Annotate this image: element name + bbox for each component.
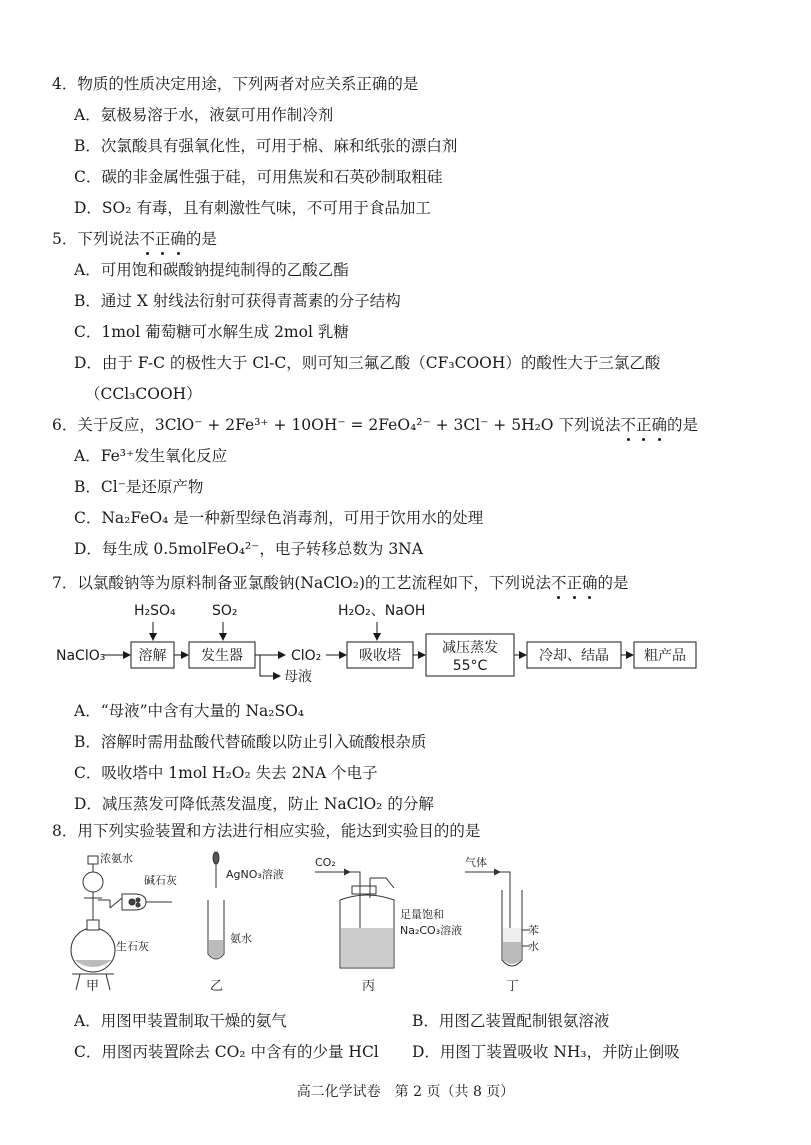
question-5-option-d: D．由于 F-C 的极性大于 Cl-C，则可知三氟乙酸（CF₃COOH）的酸性大于三氯乙酸 bbox=[74, 354, 661, 372]
question-6-option-c: C．Na₂FeO₄ 是一种新型绿色消毒剂，可用于饮用水的处理 bbox=[74, 509, 484, 527]
question-4-option-d: D．SO₂ 有毒，且有刺激性气味，不可用于食品加工 bbox=[74, 199, 431, 217]
yi-label-tube: 氨水 bbox=[230, 932, 252, 945]
flow-product: ClO₂ bbox=[291, 648, 322, 664]
apparatus-figures bbox=[60, 850, 540, 1000]
question-6-option-b: B．Cl⁻是还原产物 bbox=[74, 478, 204, 496]
question-4-option-c: C．碳的非金属性强于硅，可用焦炭和石英砂制取粗硅 bbox=[74, 168, 443, 186]
question-6-stem-start: 6．关于反应，3ClO⁻ + 2Fe³⁺ + 10OH⁻ = 2FeO₄²⁻ + 3Cl⁻ + 5H₂O 下列说法 bbox=[52, 416, 621, 434]
jia-caption: 甲 bbox=[86, 979, 100, 994]
bing-label-liquid-2: Na₂CO₃溶液 bbox=[400, 924, 463, 937]
question-4-option-b: B．次氯酸具有强氧化性，可用于棉、麻和纸张的漂白剂 bbox=[74, 137, 458, 155]
apparatus-yi bbox=[208, 852, 224, 959]
flow-box-4-line-1: 减压蒸发 bbox=[442, 640, 498, 656]
emphasis-char: 正 bbox=[635, 416, 652, 434]
question-8-option-a: A．用图甲装置制取干燥的氨气 bbox=[74, 1012, 287, 1030]
flow-reagent-2: SO₂ bbox=[212, 603, 238, 619]
ding-label-top-layer: 苯 bbox=[528, 924, 539, 937]
ding-label-gas: 气体 bbox=[465, 856, 487, 869]
flow-box-4-line-2: 55°C bbox=[452, 658, 488, 674]
process-flow-diagram bbox=[52, 600, 752, 690]
question-5-stem-start: 5．下列说法 bbox=[52, 230, 140, 248]
flow-byproduct: 母液 bbox=[284, 669, 312, 685]
question-5-option-a: A．可用饱和碳酸钠提纯制得的乙酸乙酯 bbox=[74, 261, 349, 279]
question-7-option-c: C．吸收塔中 1mol H₂O₂ 失去 2NA 个电子 bbox=[74, 764, 378, 782]
flow-box-6-label: 粗产品 bbox=[644, 648, 686, 664]
emphasis-char: 确 bbox=[170, 230, 186, 248]
question-5-option-b: B．通过 X 射线法衍射可获得青蒿素的分子结构 bbox=[74, 292, 401, 310]
apparatus-bing bbox=[315, 872, 394, 968]
question-7-stem bbox=[52, 572, 629, 594]
question-8-stem: 8．用下列实验装置和方法进行相应实验，能达到实验目的的是 bbox=[52, 822, 481, 840]
ding-caption: 丁 bbox=[506, 979, 520, 994]
flow-box-2-label: 发生器 bbox=[201, 648, 243, 664]
question-7-stem-end: 的是 bbox=[597, 574, 629, 592]
question-5-stem-end: 的是 bbox=[185, 230, 217, 248]
question-5-stem bbox=[52, 228, 217, 250]
question-7-stem-start: 7．以氯酸钠等为原料制备亚氯酸钠(NaClO₂)的工艺流程如下，下列说法 bbox=[52, 574, 551, 592]
flow-reagent-3: H₂O₂、NaOH bbox=[338, 603, 426, 619]
question-7-option-a: A．“母液”中含有大量的 Na₂SO₄ bbox=[74, 702, 305, 720]
question-8-option-d: D．用图丁装置吸收 NH₃，并防止倒吸 bbox=[412, 1043, 680, 1061]
yi-caption: 乙 bbox=[210, 979, 224, 994]
bing-label-gas: CO₂ bbox=[315, 856, 336, 869]
jia-label-top: 浓氨水 bbox=[100, 852, 133, 865]
emphasis-char: 不 bbox=[139, 230, 155, 248]
flow-box-1-label: 溶解 bbox=[138, 648, 167, 664]
emphasis-char: 正 bbox=[566, 574, 583, 592]
jia-label-tube: 碱石灰 bbox=[144, 874, 177, 887]
question-6-stem-end: 的是 bbox=[667, 416, 699, 434]
bing-label-liquid-1: 足量饱和 bbox=[400, 908, 444, 921]
question-8-option-c: C．用图丙装置除去 CO₂ 中含有的少量 HCl bbox=[74, 1043, 379, 1061]
apparatus-ding bbox=[465, 872, 530, 966]
ding-label-bottom-layer: 水 bbox=[528, 940, 539, 953]
page-footer: 高二化学试卷 第 2 页（共 8 页） bbox=[296, 1084, 515, 1100]
question-4-option-a: A．氨极易溶于水，液氨可用作制冷剂 bbox=[74, 106, 334, 124]
question-5-option-d-continued: （CCl₃COOH） bbox=[85, 385, 202, 403]
question-8-option-b: B．用图乙装置配制银氨溶液 bbox=[412, 1012, 610, 1030]
question-6-option-d: D．每生成 0.5molFeO₄²⁻，电子转移总数为 3NA bbox=[74, 540, 423, 558]
emphasis-char: 正 bbox=[154, 230, 171, 248]
flow-reagent-1: H₂SO₄ bbox=[134, 603, 176, 619]
yi-label-top: AgNO₃溶液 bbox=[226, 868, 284, 881]
emphasis-char: 确 bbox=[582, 574, 598, 592]
bing-caption: 丙 bbox=[362, 979, 376, 994]
question-6-stem bbox=[52, 414, 698, 436]
flow-box-5-label: 冷却、结晶 bbox=[539, 648, 609, 664]
emphasis-char: 不 bbox=[551, 574, 567, 592]
flow-box-3-label: 吸收塔 bbox=[359, 648, 401, 664]
emphasis-char: 不 bbox=[620, 416, 636, 434]
question-7-option-b: B．溶解时需用盐酸代替硫酸以防止引入硫酸根杂质 bbox=[74, 733, 427, 751]
question-7-option-d: D．减压蒸发可降低蒸发温度，防止 NaClO₂ 的分解 bbox=[74, 795, 434, 813]
jia-label-flask: 生石灰 bbox=[116, 940, 149, 953]
flow-start: NaClO₃ bbox=[56, 648, 106, 664]
question-5-option-c: C．1mol 葡萄糖可水解生成 2mol 乳糖 bbox=[74, 323, 349, 341]
question-4-stem: 4．物质的性质决定用途，下列两者对应关系正确的是 bbox=[52, 75, 419, 93]
question-6-option-a: A．Fe³⁺发生氧化反应 bbox=[74, 447, 228, 465]
emphasis-char: 确 bbox=[651, 416, 667, 434]
